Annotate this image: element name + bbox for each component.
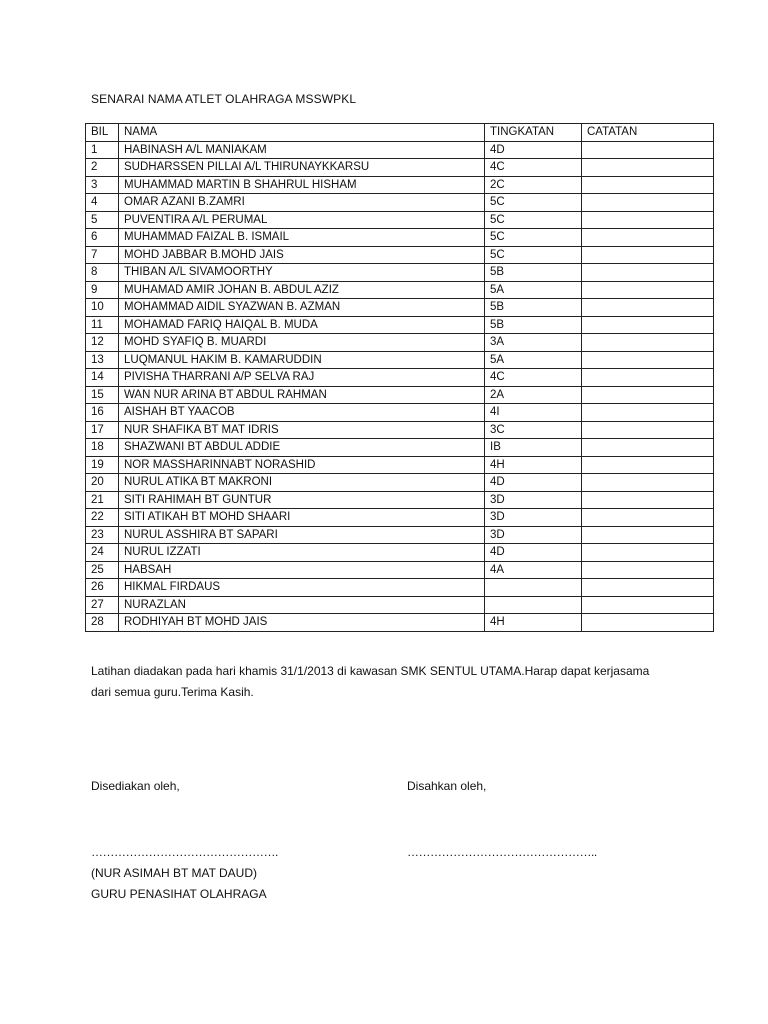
table-row (86, 229, 714, 247)
cell-nama: NURUL ATIKA BT MAKRONI (119, 474, 485, 492)
table-row (86, 194, 714, 212)
table-row (86, 369, 714, 387)
cell-nama: SITI RAHIMAH BT GUNTUR (119, 491, 485, 509)
table-header-row (86, 124, 714, 142)
table-row (86, 474, 714, 492)
cell-bil: 4 (86, 194, 119, 212)
cell-tingkatan: 5A (485, 351, 582, 369)
cell-tingkatan: 4I (485, 404, 582, 422)
cell-bil: 23 (86, 526, 119, 544)
approved-by-label: Disahkan oleh, (407, 779, 487, 793)
table-row (86, 596, 714, 614)
cell-nama: PUVENTIRA A/L PERUMAL (119, 211, 485, 229)
table-row (86, 509, 714, 527)
cell-catatan (582, 404, 714, 422)
cell-bil: 25 (86, 561, 119, 579)
table-row (86, 176, 714, 194)
table-row (86, 246, 714, 264)
cell-tingkatan: IB (485, 439, 582, 457)
header-tingkatan: TINGKATAN (485, 124, 582, 142)
table-row (86, 386, 714, 404)
cell-bil: 24 (86, 544, 119, 562)
cell-nama: MOHAMMAD AIDIL SYAZWAN B. AZMAN (119, 299, 485, 317)
cell-bil: 21 (86, 491, 119, 509)
cell-nama: LUQMANUL HAKIM B. KAMARUDDIN (119, 351, 485, 369)
table-row (86, 439, 714, 457)
cell-nama: THIBAN A/L SIVAMOORTHY (119, 264, 485, 282)
cell-tingkatan: 5C (485, 194, 582, 212)
cell-catatan (582, 474, 714, 492)
cell-nama: MOHD SYAFIQ B. MUARDI (119, 334, 485, 352)
cell-tingkatan: 3C (485, 421, 582, 439)
cell-bil: 6 (86, 229, 119, 247)
cell-tingkatan: 5B (485, 264, 582, 282)
prepared-by-role: GURU PENASIHAT OLAHRAGA (91, 887, 267, 901)
cell-tingkatan: 4D (485, 544, 582, 562)
cell-catatan (582, 299, 714, 317)
cell-tingkatan: 4A (485, 561, 582, 579)
cell-tingkatan: 4C (485, 159, 582, 177)
table-row (86, 456, 714, 474)
cell-bil: 1 (86, 141, 119, 159)
table-row (86, 526, 714, 544)
note-line-1: Latihan diadakan pada hari khamis 31/1/2013 di kawasan SMK SENTUL UTAMA.Harap dapat kerjasama (91, 664, 650, 678)
cell-tingkatan: 3D (485, 491, 582, 509)
cell-nama: HABINASH A/L MANIAKAM (119, 141, 485, 159)
table-row (86, 421, 714, 439)
cell-tingkatan (485, 596, 582, 614)
table-row (86, 614, 714, 632)
cell-bil: 8 (86, 264, 119, 282)
cell-bil: 12 (86, 334, 119, 352)
cell-catatan (582, 421, 714, 439)
cell-tingkatan: 4H (485, 456, 582, 474)
cell-tingkatan: 5A (485, 281, 582, 299)
table-row (86, 544, 714, 562)
cell-bil: 10 (86, 299, 119, 317)
table-row (86, 264, 714, 282)
table-row (86, 281, 714, 299)
cell-bil: 28 (86, 614, 119, 632)
cell-bil: 5 (86, 211, 119, 229)
cell-catatan (582, 159, 714, 177)
cell-nama: NUR SHAFIKA BT MAT IDRIS (119, 421, 485, 439)
cell-nama: NOR MASSHARINNABT NORASHID (119, 456, 485, 474)
cell-catatan (582, 386, 714, 404)
table-row (86, 316, 714, 334)
cell-catatan (582, 194, 714, 212)
cell-bil: 19 (86, 456, 119, 474)
cell-bil: 18 (86, 439, 119, 457)
cell-tingkatan: 2C (485, 176, 582, 194)
training-note (91, 661, 711, 703)
cell-bil: 11 (86, 316, 119, 334)
cell-catatan (582, 456, 714, 474)
cell-catatan (582, 211, 714, 229)
table-row (86, 334, 714, 352)
header-bil: BIL (86, 124, 119, 142)
cell-nama: MUHAMMAD FAIZAL B. ISMAIL (119, 229, 485, 247)
cell-catatan (582, 579, 714, 597)
cell-tingkatan: 4D (485, 474, 582, 492)
cell-tingkatan: 3D (485, 526, 582, 544)
cell-bil: 16 (86, 404, 119, 422)
cell-nama: NURAZLAN (119, 596, 485, 614)
cell-nama: HIKMAL FIRDAUS (119, 579, 485, 597)
cell-nama: HABSAH (119, 561, 485, 579)
table-row (86, 404, 714, 422)
cell-nama: SHAZWANI BT ABDUL ADDIE (119, 439, 485, 457)
table-row (86, 299, 714, 317)
cell-tingkatan: 3A (485, 334, 582, 352)
table-row (86, 491, 714, 509)
table-row (86, 211, 714, 229)
prepared-by-label: Disediakan oleh, (91, 779, 180, 793)
cell-nama: OMAR AZANI B.ZAMRI (119, 194, 485, 212)
cell-tingkatan: 5B (485, 299, 582, 317)
cell-nama: RODHIYAH BT MOHD JAIS (119, 614, 485, 632)
cell-bil: 26 (86, 579, 119, 597)
cell-nama: WAN NUR ARINA BT ABDUL RAHMAN (119, 386, 485, 404)
table-body (86, 141, 714, 631)
cell-catatan (582, 509, 714, 527)
cell-bil: 27 (86, 596, 119, 614)
cell-catatan (582, 544, 714, 562)
cell-tingkatan: 4C (485, 369, 582, 387)
document-title: SENARAI NAMA ATLET OLAHRAGA MSSWPKL (91, 92, 357, 106)
cell-catatan (582, 176, 714, 194)
cell-catatan (582, 264, 714, 282)
cell-tingkatan: 5C (485, 211, 582, 229)
cell-bil: 2 (86, 159, 119, 177)
prepared-by-block (91, 776, 278, 905)
cell-catatan (582, 141, 714, 159)
cell-catatan (582, 334, 714, 352)
prepared-by-name: (NUR ASIMAH BT MAT DAUD) (91, 866, 258, 880)
athlete-table (85, 123, 714, 632)
cell-catatan (582, 596, 714, 614)
cell-bil: 22 (86, 509, 119, 527)
cell-bil: 20 (86, 474, 119, 492)
cell-nama: MUHAMAD AMIR JOHAN B. ABDUL AZIZ (119, 281, 485, 299)
cell-bil: 17 (86, 421, 119, 439)
table-row (86, 351, 714, 369)
prepared-signature-line: …………………………………………. (91, 845, 278, 859)
cell-catatan (582, 491, 714, 509)
cell-catatan (582, 614, 714, 632)
cell-catatan (582, 561, 714, 579)
cell-tingkatan: 4H (485, 614, 582, 632)
cell-tingkatan: 3D (485, 509, 582, 527)
approved-by-block (407, 776, 597, 863)
cell-tingkatan: 5C (485, 246, 582, 264)
cell-catatan (582, 246, 714, 264)
cell-nama: NURUL IZZATI (119, 544, 485, 562)
cell-bil: 9 (86, 281, 119, 299)
cell-nama: PIVISHA THARRANI A/P SELVA RAJ (119, 369, 485, 387)
cell-tingkatan: 2A (485, 386, 582, 404)
cell-tingkatan: 5B (485, 316, 582, 334)
approved-signature-line: ………………………………………….. (407, 845, 597, 859)
cell-catatan (582, 229, 714, 247)
cell-catatan (582, 316, 714, 334)
cell-bil: 13 (86, 351, 119, 369)
table-row (86, 579, 714, 597)
cell-tingkatan (485, 579, 582, 597)
cell-bil: 7 (86, 246, 119, 264)
header-nama: NAMA (119, 124, 485, 142)
cell-nama: SUDHARSSEN PILLAI A/L THIRUNAYKKARSU (119, 159, 485, 177)
cell-nama: MOHAMAD FARIQ HAIQAL B. MUDA (119, 316, 485, 334)
cell-tingkatan: 4D (485, 141, 582, 159)
table-row (86, 561, 714, 579)
cell-catatan (582, 351, 714, 369)
cell-nama: AISHAH BT YAACOB (119, 404, 485, 422)
header-catatan: CATATAN (582, 124, 714, 142)
table-row (86, 159, 714, 177)
cell-catatan (582, 281, 714, 299)
cell-catatan (582, 526, 714, 544)
cell-catatan (582, 439, 714, 457)
cell-nama: MOHD JABBAR B.MOHD JAIS (119, 246, 485, 264)
cell-nama: SITI ATIKAH BT MOHD SHAARI (119, 509, 485, 527)
note-line-2: dari semua guru.Terima Kasih. (91, 685, 254, 699)
table-row (86, 141, 714, 159)
cell-tingkatan: 5C (485, 229, 582, 247)
cell-nama: MUHAMMAD MARTIN B SHAHRUL HISHAM (119, 176, 485, 194)
cell-bil: 3 (86, 176, 119, 194)
cell-bil: 15 (86, 386, 119, 404)
cell-bil: 14 (86, 369, 119, 387)
cell-nama: NURUL ASSHIRA BT SAPARI (119, 526, 485, 544)
cell-catatan (582, 369, 714, 387)
